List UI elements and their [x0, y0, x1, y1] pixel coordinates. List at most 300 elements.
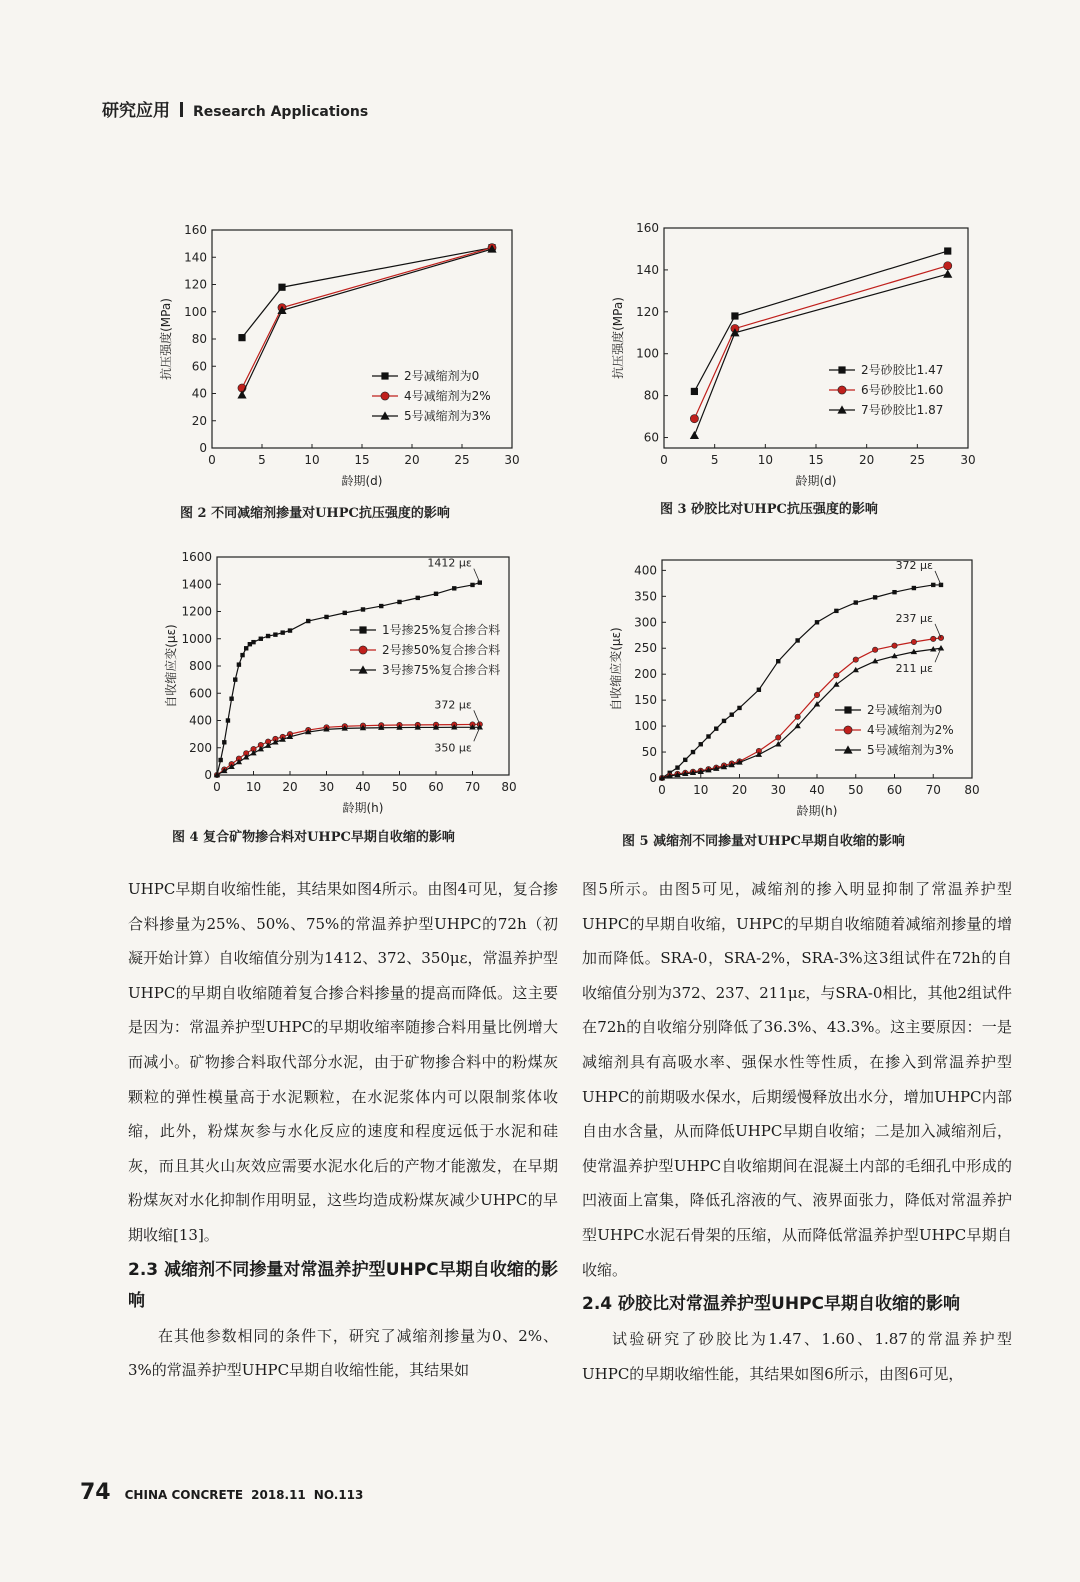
y-tick-label: 140 — [636, 262, 659, 277]
data-point — [379, 723, 384, 728]
data-point — [287, 731, 292, 736]
data-point — [470, 583, 474, 587]
data-point — [305, 729, 311, 734]
legend-label: 7号砂胶比1.87 — [861, 403, 944, 417]
x-axis-label: 龄期(h) — [796, 804, 838, 818]
figure-4-caption: 图 4 复合矿物掺合料对UHPC早期自收缩的影响 — [172, 830, 455, 845]
data-point — [690, 770, 696, 775]
x-tick-label: 10 — [757, 453, 773, 467]
x-tick-label: 30 — [318, 780, 335, 794]
y-axis-label: 抗压强度(MPa) — [159, 298, 173, 380]
legend-marker — [381, 372, 388, 379]
data-point — [251, 746, 256, 751]
x-tick-label: 0 — [213, 780, 221, 794]
data-point — [251, 640, 255, 644]
data-point — [737, 706, 741, 710]
plot-frame — [217, 557, 509, 775]
data-point — [706, 766, 711, 771]
data-point — [943, 269, 952, 277]
section-2-3-body: 在其他参数相同的条件下，研究了减缩剂掺量为0、2%、3%的常温养护型UHPC早期自收缩性能，其结果如 — [128, 1326, 558, 1380]
legend-label: 2号砂胶比1.47 — [861, 363, 944, 377]
y-tick-label: 600 — [189, 686, 212, 701]
data-point — [721, 763, 726, 768]
y-tick-label: 120 — [636, 304, 659, 319]
y-tick-label: 0 — [204, 768, 212, 782]
left-column — [128, 872, 558, 1388]
y-tick-label: 250 — [634, 641, 657, 656]
data-point — [756, 751, 762, 756]
data-point — [853, 657, 858, 662]
data-point — [237, 662, 241, 666]
data-point — [229, 761, 234, 766]
data-point — [280, 734, 285, 739]
legend-marker — [844, 706, 851, 713]
x-tick-label: 30 — [504, 453, 520, 467]
x-tick-label: 80 — [501, 780, 517, 794]
series-line — [662, 638, 941, 778]
data-point — [236, 756, 241, 761]
data-point — [931, 636, 936, 641]
data-point — [278, 284, 285, 291]
data-point — [259, 637, 263, 641]
x-tick-label: 0 — [660, 453, 668, 467]
data-point — [912, 586, 916, 590]
legend-marker — [843, 745, 852, 753]
x-axis-label: 龄期(h) — [342, 801, 384, 815]
data-point — [834, 673, 839, 678]
x-tick-label: 30 — [770, 783, 786, 797]
legend-label: 4号减缩剂为2% — [404, 389, 491, 403]
data-point — [675, 771, 680, 776]
data-point — [378, 725, 384, 730]
y-tick-label: 60 — [643, 430, 659, 445]
data-point — [776, 659, 780, 663]
x-tick-label: 0 — [658, 783, 666, 797]
data-point — [273, 736, 278, 741]
y-axis-label: 自收缩应变(με) — [609, 627, 623, 711]
y-tick-label: 400 — [189, 713, 212, 728]
data-point — [756, 748, 761, 753]
data-point — [698, 768, 703, 773]
plot-frame — [212, 230, 512, 448]
legend-label: 1号掺25%复合掺合料 — [382, 623, 501, 637]
data-point — [731, 324, 739, 332]
data-point — [736, 759, 742, 764]
data-point — [675, 765, 679, 769]
data-point — [238, 384, 246, 392]
data-point — [659, 775, 664, 780]
x-tick-label: 20 — [859, 453, 875, 467]
data-point — [228, 764, 234, 769]
data-point — [222, 740, 226, 744]
y-tick-label: 40 — [191, 386, 207, 401]
data-point — [215, 773, 219, 777]
series-line — [662, 585, 941, 778]
data-point — [265, 739, 270, 744]
data-point — [272, 739, 278, 744]
data-point — [470, 722, 475, 727]
legend-marker — [837, 405, 846, 413]
plot-frame — [662, 560, 972, 778]
annotation-arrow — [935, 624, 941, 638]
data-point — [776, 735, 781, 740]
y-tick-label: 100 — [636, 346, 659, 361]
data-point — [714, 726, 718, 730]
legend-label: 6号砂胶比1.60 — [861, 383, 944, 397]
data-point — [814, 692, 819, 697]
data-point — [691, 388, 698, 395]
data-point — [668, 771, 672, 775]
data-point — [342, 724, 347, 729]
data-point — [667, 773, 673, 778]
x-tick-label: 10 — [245, 780, 262, 794]
section-2-4-body: 试验研究了砂胶比为1.47、1.60、1.87的常温养护型UHPC的早期收缩性能，其结果如图6所示，由图6可见， — [582, 1330, 1012, 1383]
data-point — [487, 244, 496, 252]
data-point — [488, 244, 495, 251]
value-annotation: 350 με — [434, 741, 472, 755]
x-tick-label: 15 — [808, 453, 824, 467]
legend-label: 2号掺50%复合掺合料 — [382, 643, 501, 657]
data-point — [757, 688, 761, 692]
data-point — [721, 764, 727, 769]
data-point — [214, 772, 219, 777]
x-tick-label: 15 — [354, 453, 370, 467]
right-paragraph-1: 图5所示。由图5可见，减缩剂的掺入明显抑制了常温养护型UHPC的早期自收缩，UHPC的早期自收缩随着减缩剂掺量的增加而降低。SRA-0，SRA-2%，SRA-3%这3组试件在72h的自收缩值分别为372、237、211με，与SRA-0相比，其他2组试件在72h的自收缩分别降低了36.3%、43.3%。这主要原因：一是减缩剂具有高吸水率、强保水性等性质，在掺入到常温养护型UHPC的前期吸水保水，后期缓慢释放出水分，增加UHPC内部自由水含量，从而降低UHPC早期自收缩；二是加入减缩剂后，使常温养护型UHPC自收缩期间在混凝土内部的毛细孔中形成的凹液面上富集，降低孔溶液的气、液界面张力，降低对常温养护型UHPC水泥石骨架的压缩，从而降低常温养护型UHPC早期自收缩。 — [582, 880, 1012, 1279]
x-axis-label: 龄期(d) — [341, 474, 383, 488]
data-point — [667, 773, 672, 778]
data-point — [872, 647, 877, 652]
x-tick-label: 60 — [886, 783, 903, 797]
data-point — [911, 639, 916, 644]
data-point — [794, 723, 800, 728]
y-tick-label: 0 — [649, 771, 657, 785]
data-point — [244, 751, 249, 756]
data-point — [379, 604, 383, 608]
series-line — [217, 724, 480, 775]
data-point — [415, 724, 421, 729]
data-point — [873, 595, 877, 599]
x-tick-label: 25 — [454, 453, 470, 467]
series-line — [242, 249, 492, 395]
data-point — [690, 769, 695, 774]
x-tick-label: 50 — [848, 783, 864, 797]
legend-label: 5号减缩剂为3% — [867, 743, 954, 757]
value-annotation: 211 με — [895, 662, 933, 676]
figure-5-caption: 图 5 减缩剂不同掺量对UHPC早期自收缩的影响 — [622, 834, 905, 849]
data-point — [452, 586, 456, 590]
annotation-arrow — [474, 569, 480, 583]
journal-name: CHINA CONCRETE — [124, 1488, 244, 1502]
header-section-en: Research Applications — [193, 104, 369, 120]
y-tick-label: 160 — [184, 223, 207, 237]
data-point — [713, 765, 719, 770]
value-annotation: 1412 με — [427, 556, 472, 570]
y-tick-label: 1400 — [181, 577, 212, 592]
y-tick-label: 150 — [634, 693, 657, 708]
x-tick-label: 25 — [909, 453, 925, 467]
x-tick-label: 20 — [282, 780, 298, 794]
data-point — [323, 726, 329, 731]
series-line — [217, 583, 480, 775]
y-tick-label: 50 — [641, 745, 657, 760]
data-point — [287, 734, 293, 739]
y-tick-label: 60 — [191, 359, 207, 374]
data-point — [281, 630, 285, 634]
data-point — [891, 653, 897, 658]
data-point — [306, 727, 311, 732]
data-point — [248, 642, 252, 646]
data-point — [930, 646, 936, 651]
x-tick-label: 5 — [710, 453, 719, 467]
y-tick-label: 80 — [191, 332, 207, 346]
data-point — [397, 722, 402, 727]
y-tick-label: 160 — [636, 221, 659, 235]
x-tick-label: 10 — [693, 783, 709, 797]
y-tick-label: 1000 — [181, 631, 212, 646]
data-point — [854, 600, 858, 604]
y-tick-label: 800 — [189, 659, 212, 673]
x-tick-label: 5 — [258, 453, 266, 467]
legend-marker — [380, 411, 389, 419]
value-annotation: 372 με — [434, 698, 472, 712]
data-point — [273, 632, 277, 636]
x-tick-label: 40 — [809, 783, 825, 797]
x-tick-label: 20 — [404, 453, 420, 467]
figure-2-caption: 图 2 不同减缩剂掺量对UHPC抗压强度的影响 — [180, 506, 450, 521]
annotation-arrow — [474, 710, 480, 724]
legend-label: 4号减缩剂为2% — [867, 723, 954, 737]
x-tick-label: 0 — [208, 453, 216, 467]
data-point — [682, 771, 688, 776]
annotation-arrow — [935, 648, 941, 662]
data-point — [660, 776, 664, 780]
data-point — [892, 590, 896, 594]
data-point — [233, 677, 237, 681]
page-footer — [80, 1480, 371, 1505]
x-axis-label: 龄期(d) — [795, 474, 837, 488]
data-point — [834, 609, 838, 613]
data-point — [396, 724, 402, 729]
value-annotation: 372 με — [895, 558, 933, 572]
data-point — [222, 767, 227, 772]
data-point — [451, 724, 457, 729]
data-point — [683, 770, 688, 775]
data-point — [690, 415, 698, 423]
y-tick-label: 200 — [189, 740, 212, 755]
annotation-arrow — [474, 727, 480, 741]
legend-marker — [358, 665, 367, 673]
data-point — [938, 645, 944, 650]
page-number: 74 — [80, 1480, 111, 1505]
data-point — [775, 741, 781, 746]
section-2-4-heading: 2.4 砂胶比对常温养护型UHPC早期自收缩的影响 — [582, 1294, 961, 1315]
legend-label: 2号减缩剂为0 — [867, 703, 943, 717]
data-point — [280, 736, 286, 741]
x-tick-label: 70 — [925, 783, 941, 797]
y-axis-label: 自收缩应变(με) — [164, 624, 178, 708]
data-point — [722, 719, 726, 723]
data-point — [488, 244, 496, 252]
data-point — [683, 758, 687, 762]
legend-marker — [838, 366, 845, 373]
series-line — [217, 727, 480, 775]
x-tick-label: 30 — [960, 453, 976, 467]
left-paragraph-1: UHPC早期自收缩性能，其结果如图4所示。由图4可见，复合掺合料掺量为25%、50%、75%的常温养护型UHPC的72h（初凝开始计算）自收缩值分别为1412、372、350με，常温养护型UHPC的早期自收缩随着复合掺合料掺量的提高而降低。这主要是因为：常温养护型UHPC的早期收缩率随掺合料用量比例增大而减小。矿物掺合料取代部分水泥，由于矿物掺合料中的粉煤灰颗粒的弹性模量高于水泥颗粒，在水泥浆体内可以限制浆体收缩，此外，粉煤灰参与水化反应的速度和程度远低于水泥和硅灰，而且其火山灰效应需要水泥水化后的产物才能激发，在早期粉煤灰对水化抑制作用明显，这些均造成粉煤灰减少UHPC的早期收缩[13]。 — [128, 880, 558, 1244]
data-point — [911, 649, 917, 654]
y-tick-label: 120 — [184, 277, 207, 292]
data-point — [214, 772, 220, 777]
data-point — [240, 653, 244, 657]
y-tick-label: 0 — [199, 441, 207, 455]
data-point — [938, 635, 943, 640]
x-tick-label: 50 — [391, 780, 408, 794]
data-point — [872, 658, 878, 663]
legend-label: 3号掺75%复合掺合料 — [382, 663, 501, 677]
data-point — [415, 722, 420, 727]
y-tick-label: 20 — [191, 413, 207, 428]
x-tick-label: 10 — [304, 453, 320, 467]
series-line — [242, 248, 492, 338]
data-point — [729, 761, 734, 766]
section-2-3-heading: 2.3 减缩剂不同掺量对常温养护型UHPC早期自收缩的影响 — [128, 1259, 558, 1311]
x-tick-label: 40 — [355, 780, 371, 794]
data-point — [288, 628, 292, 632]
data-point — [944, 262, 952, 270]
data-point — [730, 328, 739, 336]
data-point — [266, 634, 270, 638]
data-point — [433, 724, 439, 729]
y-tick-label: 80 — [643, 388, 659, 403]
data-point — [892, 643, 897, 648]
legend-label: 2号减缩剂为0 — [404, 369, 480, 383]
data-point — [477, 722, 482, 727]
right-column — [582, 872, 1012, 1391]
data-point — [433, 722, 438, 727]
y-tick-label: 1200 — [181, 604, 212, 619]
data-point — [324, 615, 328, 619]
data-point — [833, 681, 839, 686]
data-point — [731, 312, 738, 319]
x-tick-label: 70 — [464, 780, 481, 794]
plot-frame — [664, 228, 968, 448]
y-tick-label: 100 — [184, 304, 207, 319]
y-tick-label: 1600 — [181, 550, 212, 564]
data-point — [674, 772, 680, 777]
data-point — [342, 725, 348, 730]
series-line — [694, 266, 947, 419]
data-point — [343, 611, 347, 615]
series-line — [694, 274, 947, 435]
y-axis-label: 抗压强度(MPa) — [611, 297, 625, 379]
data-point — [814, 701, 820, 706]
data-point — [944, 247, 951, 254]
data-point — [278, 304, 286, 312]
data-point — [939, 583, 943, 587]
data-point — [795, 638, 799, 642]
y-tick-label: 200 — [634, 667, 657, 682]
data-point — [469, 724, 475, 729]
data-point — [730, 712, 734, 716]
data-point — [690, 431, 699, 439]
data-point — [226, 718, 230, 722]
data-point — [306, 619, 310, 623]
data-point — [698, 769, 704, 774]
x-tick-label: 20 — [731, 783, 748, 797]
data-point — [258, 746, 264, 751]
data-point — [477, 724, 483, 729]
data-point — [853, 667, 859, 672]
data-point — [244, 646, 248, 650]
data-point — [238, 334, 245, 341]
header-divider — [180, 102, 183, 117]
data-point — [265, 743, 271, 748]
series-line — [694, 251, 947, 391]
data-point — [229, 697, 233, 701]
data-point — [699, 742, 703, 746]
data-point — [360, 723, 365, 728]
x-tick-label: 80 — [964, 783, 980, 797]
issue-date: 2018.11 — [251, 1488, 306, 1502]
legend-marker — [359, 626, 366, 633]
running-header — [102, 96, 368, 121]
y-tick-label: 140 — [184, 250, 207, 265]
legend-marker — [359, 646, 367, 654]
data-point — [815, 620, 819, 624]
figure-3-caption: 图 3 砂胶比对UHPC抗压强度的影响 — [660, 502, 878, 517]
data-point — [324, 725, 329, 730]
data-point — [250, 750, 256, 755]
series-line — [242, 248, 492, 388]
header-section-cn: 研究应用 — [102, 101, 170, 121]
data-point — [397, 600, 401, 604]
data-point — [795, 714, 800, 719]
data-point — [659, 775, 665, 780]
data-point — [729, 762, 735, 767]
data-point — [416, 596, 420, 600]
legend-marker — [838, 386, 846, 394]
y-tick-label: 100 — [634, 719, 657, 734]
data-point — [218, 758, 222, 762]
data-point — [691, 750, 695, 754]
data-point — [705, 767, 711, 772]
y-tick-label: 400 — [634, 563, 657, 578]
data-point — [258, 742, 263, 747]
legend-label: 5号减缩剂为3% — [404, 409, 491, 423]
y-tick-label: 300 — [634, 615, 657, 630]
data-point — [714, 765, 719, 770]
data-point — [452, 722, 457, 727]
data-point — [236, 759, 242, 764]
legend-marker — [844, 726, 852, 734]
data-point — [360, 725, 366, 730]
data-point — [434, 592, 438, 596]
data-point — [478, 580, 482, 584]
data-point — [706, 734, 710, 738]
data-point — [243, 754, 249, 759]
data-point — [277, 306, 286, 314]
x-tick-label: 60 — [428, 780, 444, 794]
y-tick-label: 350 — [634, 589, 657, 604]
data-point — [737, 759, 742, 764]
annotation-arrow — [935, 571, 941, 585]
data-point — [931, 583, 935, 587]
data-point — [361, 607, 365, 611]
value-annotation: 237 με — [895, 611, 933, 625]
legend-marker — [381, 392, 389, 400]
data-point — [221, 768, 227, 773]
issue-number: NO.113 — [313, 1488, 364, 1502]
series-line — [662, 648, 941, 778]
